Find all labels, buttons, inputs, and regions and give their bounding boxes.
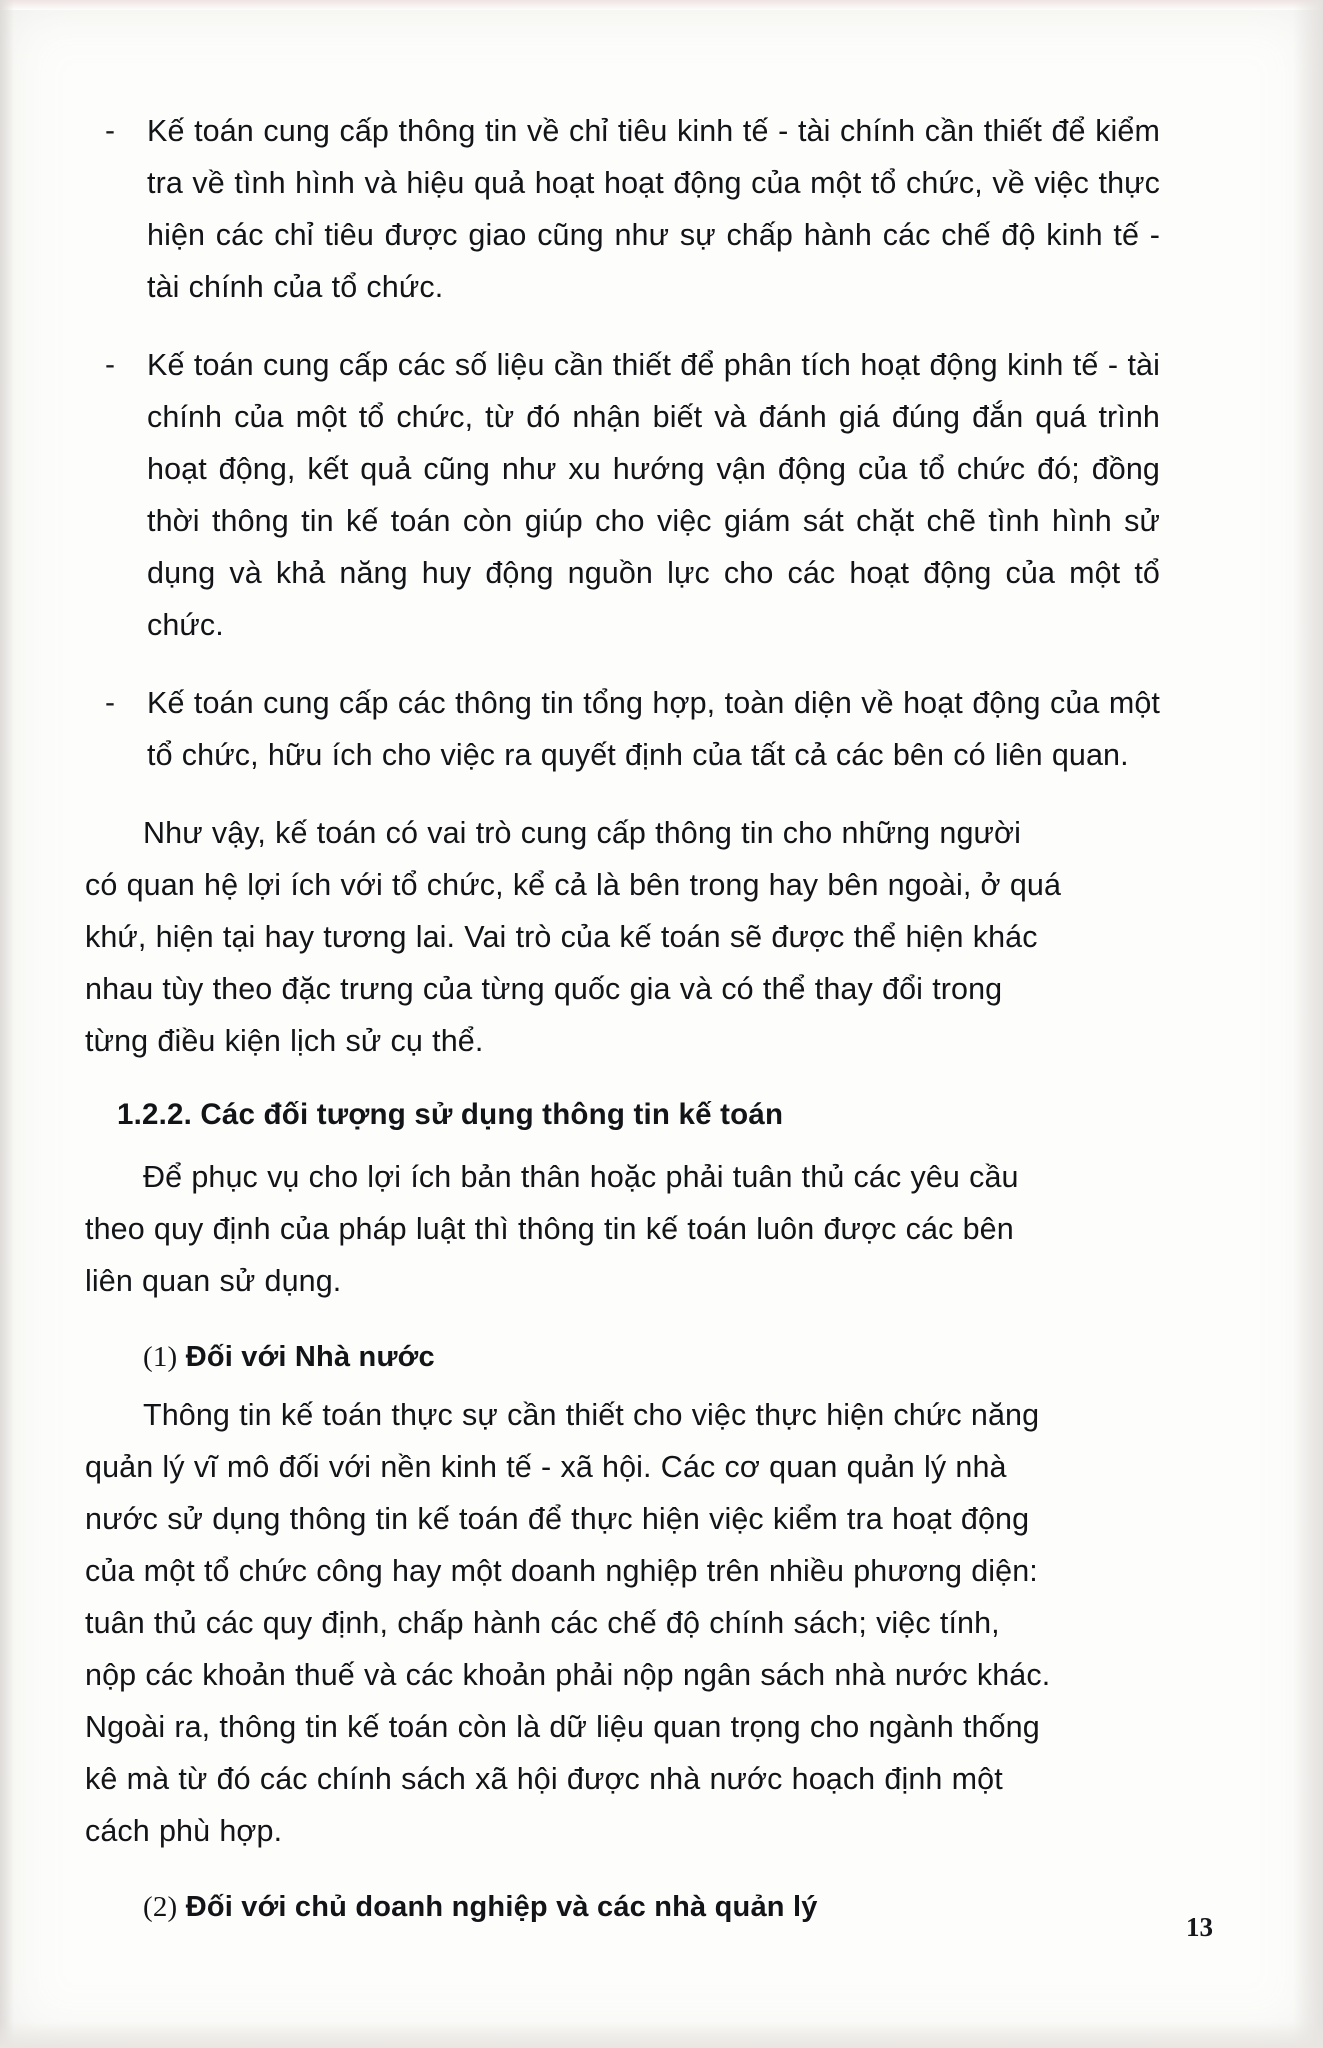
- text-line: kinh tế - tài chính của một tổ chức, từ đó nhận biết và đánh: [147, 348, 1160, 434]
- text-line: Kế toán cung cấp thông tin về chỉ tiêu kinh tế - tài chính cần: [147, 114, 975, 148]
- text-line: liên quan sử dụng.: [85, 1264, 342, 1298]
- text-line: giá đúng đắn quá trình hoạt động, kết quả cũng như xu hướng: [147, 400, 1160, 486]
- text-line: của một tổ chức công hay một doanh nghiệp trên nhiều phương diện:: [85, 1554, 1038, 1588]
- text-line: động nguồn lực cho các hoạt động của một tổ chức.: [147, 556, 1160, 642]
- paragraph-conclusion: [85, 807, 1160, 1067]
- text-line: thiết để kiểm tra về tình hình và hiệu quả hoạt hoạt động của: [147, 114, 1160, 200]
- text-line: kê mà từ đó các chính sách xã hội được nhà nước hoạch định một: [85, 1762, 1003, 1796]
- subheading-1: [85, 1331, 1160, 1383]
- text-line: từng điều kiện lịch sử cụ thể.: [85, 1024, 484, 1058]
- text-line-content: Như vậy, kế toán có vai trò cung cấp thông tin cho những người: [143, 816, 1022, 850]
- list-item: [85, 339, 1160, 651]
- text-line: Kế toán cung cấp các số liệu cần thiết để phân tích hoạt động: [147, 348, 998, 382]
- text-line: [85, 807, 1160, 859]
- list-item: [85, 105, 1160, 313]
- text-line: một tổ chức, về việc thực hiện các chỉ tiêu được giao cũng như: [147, 166, 1160, 252]
- text-line: nước sử dụng thông tin kế toán để thực hiện việc kiểm tra hoạt động: [85, 1502, 1030, 1536]
- text-line: quản lý vĩ mô đối với nền kinh tế - xã hội. Các cơ quan quản lý nhà: [85, 1450, 1007, 1484]
- text-line: cho việc giám sát chặt chẽ tình hình sử dụng và khả năng huy: [147, 504, 1160, 590]
- text-line-content: Thông tin kế toán thực sự cần thiết cho việc thực hiện chức năng: [143, 1398, 1040, 1432]
- text-line-content: Để phục vụ cho lợi ích bản thân hoặc phải tuân thủ các yêu cầu: [143, 1160, 1019, 1194]
- list-item-text: [147, 105, 1160, 313]
- text-line: cách phù hợp.: [85, 1814, 283, 1848]
- text-line: nộp các khoản thuế và các khoản phải nộp ngân sách nhà nước khác.: [85, 1658, 1051, 1692]
- subheading-2-number: (2): [143, 1891, 178, 1923]
- text-line: [85, 1389, 1160, 1441]
- paragraph-intro: [85, 1151, 1160, 1307]
- bullet-dash-marker: -: [105, 114, 115, 147]
- text-line: [85, 1151, 1160, 1203]
- paragraph-state: [85, 1389, 1160, 1857]
- text-line: khứ, hiện tại hay tương lai. Vai trò của kế toán sẽ được thể hiện khác: [85, 920, 1038, 954]
- scan-edge-right: [1293, 0, 1323, 2048]
- text-line: vận động của tổ chức đó; đồng thời thông tin kế toán còn giúp: [147, 452, 1160, 538]
- text-line: tuân thủ các quy định, chấp hành các chế độ chính sách; việc tính,: [85, 1606, 1000, 1640]
- text-line: cả các bên có liên quan.: [794, 738, 1129, 772]
- text-line: Ngoài ra, thông tin kế toán còn là dữ liệu quan trọng cho ngành thống: [85, 1710, 1040, 1744]
- section-heading: 1.2.2. Các đối tượng sử dụng thông tin kế toán: [117, 1098, 784, 1131]
- list-item: [85, 677, 1160, 781]
- text-line: nhau tùy theo đặc trưng của từng quốc gia và có thể thay đổi trong: [85, 972, 1003, 1006]
- subheading-1-number: (1): [143, 1341, 178, 1373]
- bullet-dash-marker: -: [105, 348, 115, 381]
- text-line: động của một tổ chức, hữu ích cho việc ra quyết định của tất: [147, 686, 1161, 772]
- page-content: [85, 105, 1160, 1939]
- scan-edge-left: [0, 0, 14, 2048]
- text-line: Kế toán cung cấp các thông tin tổng hợp, toàn diện về hoạt: [147, 686, 963, 720]
- bullet-dash-marker: -: [105, 686, 115, 719]
- subheading-1-text: Đối với Nhà nước: [185, 1341, 435, 1373]
- scan-edge-bottom: [0, 2022, 1323, 2048]
- text-line: theo quy định của pháp luật thì thông tin kế toán luôn được các bên: [85, 1212, 1014, 1246]
- subheading-2-text: Đối với chủ doanh nghiệp và các nhà quản lý: [185, 1891, 818, 1923]
- list-item-text: [147, 339, 1160, 651]
- page-number: 13: [1186, 1912, 1213, 1942]
- text-line: sự chấp hành các chế độ kinh tế - tài chính của tổ chức.: [147, 218, 1160, 304]
- list-item-text: [147, 677, 1160, 781]
- subheading-2: [85, 1881, 1160, 1933]
- text-line: có quan hệ lợi ích với tổ chức, kể cả là bên trong hay bên ngoài, ở quá: [85, 868, 1062, 902]
- scan-edge-top: [0, 0, 1323, 10]
